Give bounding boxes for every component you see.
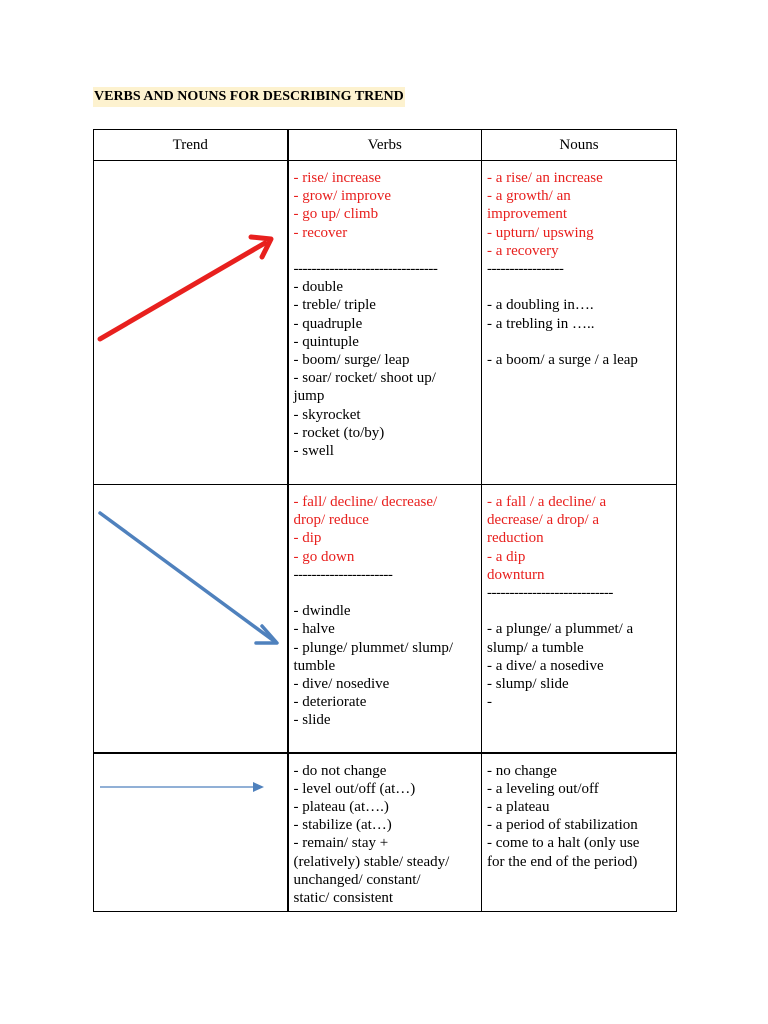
verb-item: - deteriorate <box>293 694 367 711</box>
noun-item: - a doubling in…. <box>487 297 594 314</box>
verb-item: - dwindle <box>293 603 351 620</box>
verb-item: - go down <box>293 548 355 565</box>
noun-item: - a plateau <box>487 798 550 815</box>
verb-item: - dive/ nosedive <box>293 676 390 693</box>
nouns-cell-stable <box>482 753 677 912</box>
verb-item: (relatively) stable/ steady/ <box>293 853 450 870</box>
noun-item: - no change <box>487 762 557 779</box>
trend-cell-down <box>94 485 288 753</box>
trend-table <box>93 129 677 912</box>
noun-item: - slump/ slide <box>487 676 569 693</box>
verb-item: - plunge/ plummet/ slump/ <box>293 639 454 656</box>
noun-item: - a dip <box>487 548 526 565</box>
noun-item: reduction <box>487 530 544 547</box>
noun-item: improvement <box>487 206 567 223</box>
trend-cell-flat <box>94 753 288 912</box>
noun-item: - a boom/ a surge / a leap <box>487 352 638 368</box>
trend-cell-up <box>94 161 288 485</box>
table-row <box>94 161 677 485</box>
arrow-up-icon <box>94 161 288 481</box>
separator-line: -------------------------------- <box>293 261 438 277</box>
verb-item: - quintuple <box>293 333 359 350</box>
verb-item: drop/ reduce <box>293 512 369 529</box>
noun-item: - a recovery <box>487 242 559 259</box>
table-header-row <box>94 130 677 161</box>
noun-item: - a trebling in ….. <box>487 315 595 332</box>
noun-item: downturn <box>487 566 545 583</box>
verb-item: - plateau (at….) <box>293 798 389 815</box>
verb-item: - halve <box>293 621 335 638</box>
verb-item: jump <box>293 388 325 405</box>
noun-item: - a plunge/ a plummet/ a <box>487 621 634 638</box>
verb-item: static/ consistent <box>293 889 394 906</box>
verb-item: - go up/ climb <box>293 206 379 223</box>
table-row <box>94 753 677 912</box>
verb-item: - treble/ triple <box>293 297 376 314</box>
noun-item: - a dive/ a nosedive <box>487 657 604 674</box>
verb-item: - double <box>293 279 344 296</box>
verbs-cell-fall <box>288 485 482 753</box>
verb-item: tumble <box>293 657 336 674</box>
noun-item: - a period of stabilization <box>487 817 638 834</box>
verb-item: - rocket (to/by) <box>293 424 385 441</box>
noun-item: decrease/ a drop/ a <box>487 512 600 529</box>
verb-item: - stabilize (at…) <box>293 817 392 834</box>
verb-item: unchanged/ constant/ <box>293 871 421 888</box>
verb-item: - recover <box>293 224 348 241</box>
verb-item: - boom/ surge/ leap <box>293 352 410 369</box>
table-row <box>94 485 677 753</box>
verb-item: - do not change <box>293 762 387 779</box>
verb-item: - swell <box>293 443 334 460</box>
header-trend: Trend <box>94 130 288 161</box>
verb-item: - fall/ decline/ decrease/ <box>293 494 438 510</box>
verb-item: - grow/ improve <box>293 188 391 205</box>
noun-item: - a fall / a decline/ a <box>487 494 607 510</box>
arrow-down-icon <box>94 485 288 749</box>
verb-item: - skyrocket <box>293 406 361 423</box>
separator-line: ---------------------------- <box>487 585 613 602</box>
verb-item: - quadruple <box>293 315 363 332</box>
noun-item: - a growth/ an <box>487 188 571 205</box>
header-nouns: Nouns <box>482 130 677 161</box>
arrow-right-icon <box>94 754 288 908</box>
noun-item: - come to a halt (only use <box>487 835 640 852</box>
noun-item: - a rise/ an increase <box>487 170 603 186</box>
nouns-cell-fall <box>482 485 677 753</box>
noun-item: - a leveling out/off <box>487 780 599 797</box>
separator-line: ---------------------- <box>293 566 393 583</box>
noun-item: - <box>487 694 492 711</box>
verb-item: - slide <box>293 712 331 729</box>
verbs-cell-rise <box>288 161 482 485</box>
verbs-cell-stable <box>288 753 482 912</box>
verb-item: - dip <box>293 530 322 547</box>
noun-item: slump/ a tumble <box>487 639 584 656</box>
nouns-cell-rise <box>482 161 677 485</box>
noun-item: for the end of the period) <box>487 853 638 870</box>
verb-item: - remain/ stay + <box>293 835 389 852</box>
verb-item: - level out/off (at…) <box>293 780 416 797</box>
separator-line: ----------------- <box>487 261 564 278</box>
noun-item: - upturn/ upswing <box>487 224 594 241</box>
verb-item: - soar/ rocket/ shoot up/ <box>293 370 436 387</box>
verb-item: - rise/ increase <box>293 170 381 186</box>
header-verbs: Verbs <box>288 130 482 161</box>
page-title: VERBS AND NOUNS FOR DESCRIBING TREND <box>93 87 405 107</box>
